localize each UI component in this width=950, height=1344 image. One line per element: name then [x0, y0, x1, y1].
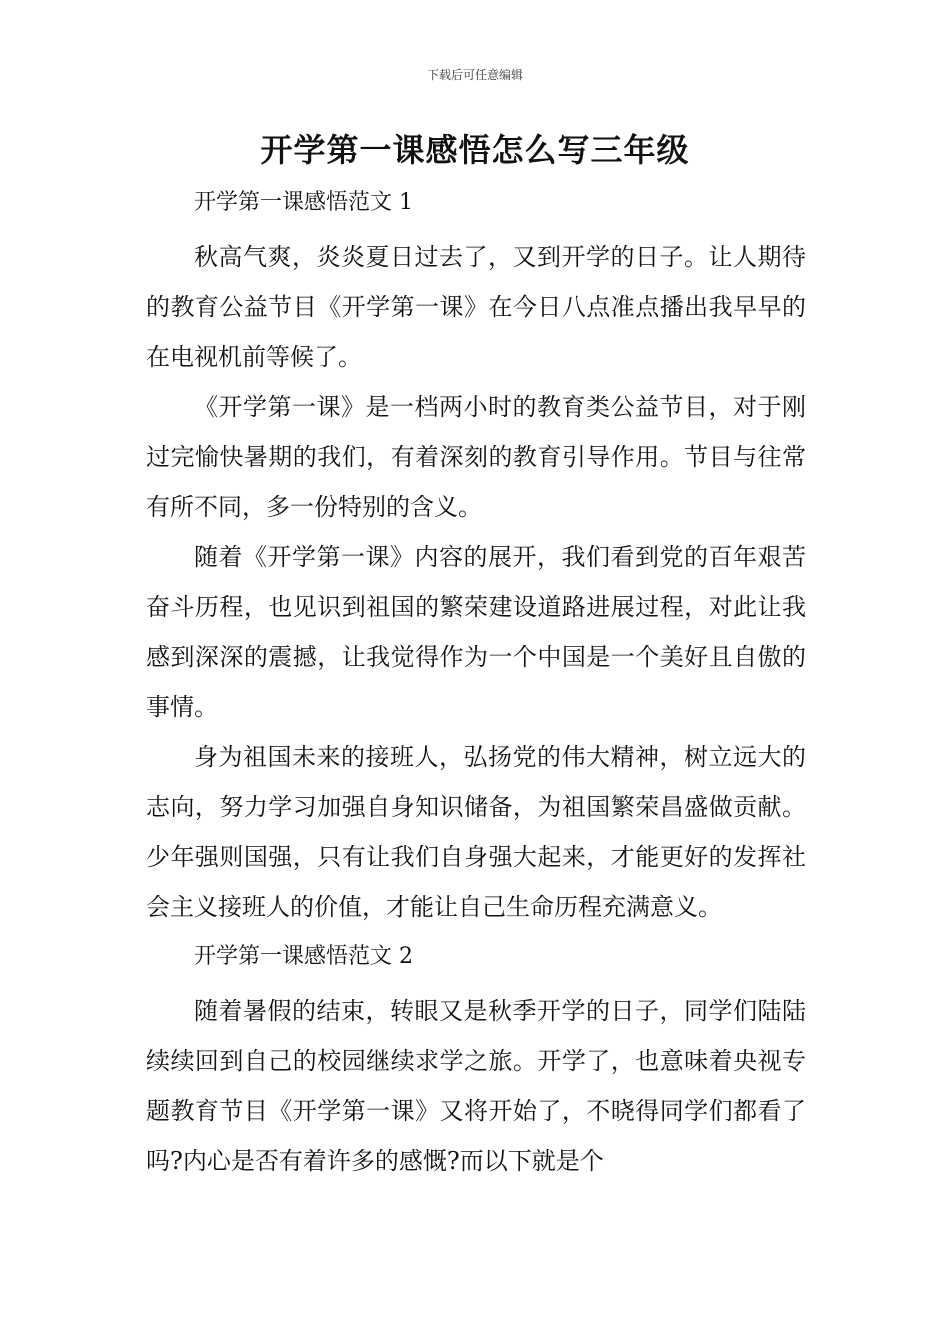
- paragraph-2: 《开学第一课》是一档两小时的教育类公益节目，对于刚过完愉快暑期的我们，有着深刻的教育引导作用。节目与往常有所不同，多一份特别的含义。: [146, 393, 806, 521]
- header-note: 下载后可任意编辑: [426, 68, 523, 82]
- paragraph-3: 随着《开学第一课》内容的展开，我们看到党的百年艰苦奋斗历程，也见识到祖国的繁荣建设道路进展过程，对此让我感到深深的震撼，让我觉得作为一个中国是一个美好且自傲的事情。: [146, 543, 806, 721]
- paragraph-5: 随着暑假的结束，转眼又是秋季开学的日子，同学们陆陆续续回到自己的校园继续求学之旅。开学了，也意味着央视专题教育节目《开学第一课》又将开始了，不晓得同学们都看了吗?内心是否有着许多的感慨?而以下就是个: [146, 997, 806, 1175]
- document-body: [146, 178, 806, 1186]
- document-title: 开学第一课感悟怎么写三年级: [260, 131, 690, 169]
- paragraph-4: 身为祖国未来的接班人，弘扬党的伟大精神，树立远大的志向，努力学习加强自身知识储备，为祖国繁荣昌盛做贡献。少年强则国强，只有让我们自身强大起来，才能更好的发挥社会主义接班人的价值，才能让自己生命历程充满意义。: [146, 743, 806, 921]
- paragraph-1: 秋高气爽，炎炎夏日过去了，又到开学的日子。让人期待的教育公益节目《开学第一课》在今日八点准点播出我早早的在电视机前等候了。: [146, 243, 806, 371]
- subheading-2: 开学第一课感悟范文 2: [194, 944, 413, 969]
- subheading-1: 开学第一课感悟范文 1: [194, 190, 413, 215]
